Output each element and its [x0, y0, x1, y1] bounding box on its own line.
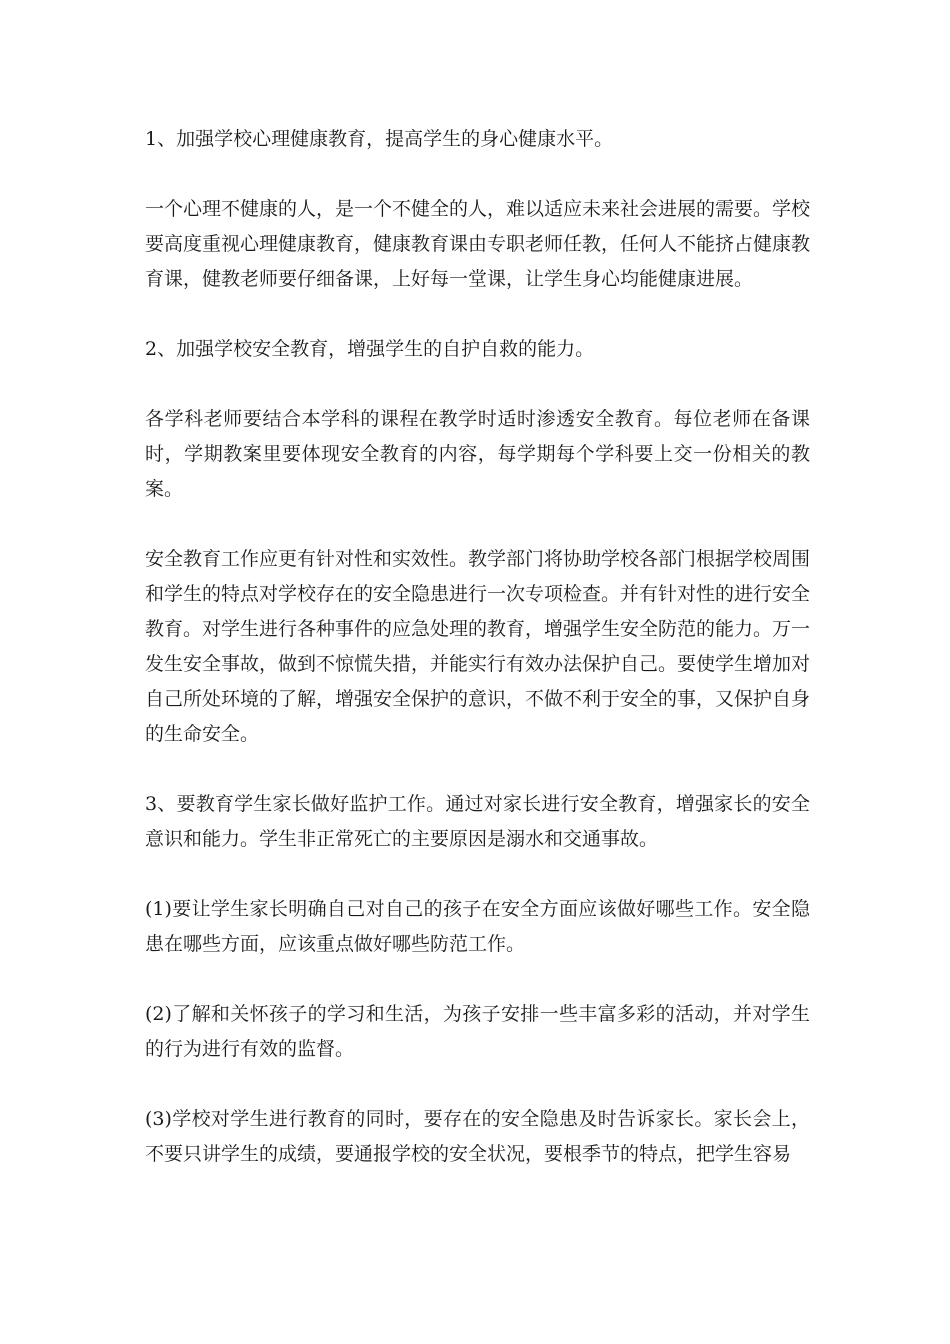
document-body [145, 122, 810, 1172]
list-item-3: (3)学校对学生进行教育的同时，要存在的安全隐患及时告诉家长。家长会上，不要只讲学生的成绩，要通报学校的安全状况，要根季节的特点，把学生容易 [145, 1108, 810, 1165]
heading-1: 1、加强学校心理健康教育，提高学生的身心健康水平。 [145, 128, 614, 150]
paragraph-psych-health: 一个心理不健康的人，是一个不健全的人，难以适应未来社会进展的需要。学校要高度重视心理健康教育，健康教育课由专职老师任教，任何人不能挤占健康教育课，健教老师要仔细备课，上好每一堂课，让学生身心均能健康进展。 [145, 198, 811, 290]
paragraph-safety-work: 安全教育工作应更有针对性和实效性。教学部门将协助学校各部门根据学校周围和学生的特点对学校存在的安全隐患进行一次专项检查。并有针对性的进行安全教育。对学生进行各种事件的应急处理的教育，增强学生安全防范的能力。万一发生安全事故，做到不惊慌失措，并能实行有效办法保护自己。要使学生增加对自己所处环境的了解，增强安全保护的意识，不做不利于安全的事，又保护自身的生命安全。 [145, 548, 811, 745]
list-item-2: (2)了解和关怀孩子的学习和生活，为孩子安排一些丰富多彩的活动，并对学生的行为进行有效的监督。 [145, 1003, 810, 1060]
paragraph-subject-teachers: 各学科老师要结合本学科的课程在教学时适时渗透安全教育。每位老师在备课时，学期教案里要体现安全教育的内容，每学期每个学科要上交一份相关的教案。 [145, 408, 810, 500]
heading-3: 3、要教育学生家长做好监护工作。通过对家长进行安全教育，增强家长的安全意识和能力。学生非正常死亡的主要原因是溺水和交通事故。 [145, 793, 810, 850]
heading-2: 2、加强学校安全教育，增强学生的自护自救的能力。 [145, 338, 595, 360]
list-item-1: (1)要让学生家长明确自己对自己的孩子在安全方面应该做好哪些工作。安全隐患在哪些方面，应该重点做好哪些防范工作。 [145, 898, 810, 955]
